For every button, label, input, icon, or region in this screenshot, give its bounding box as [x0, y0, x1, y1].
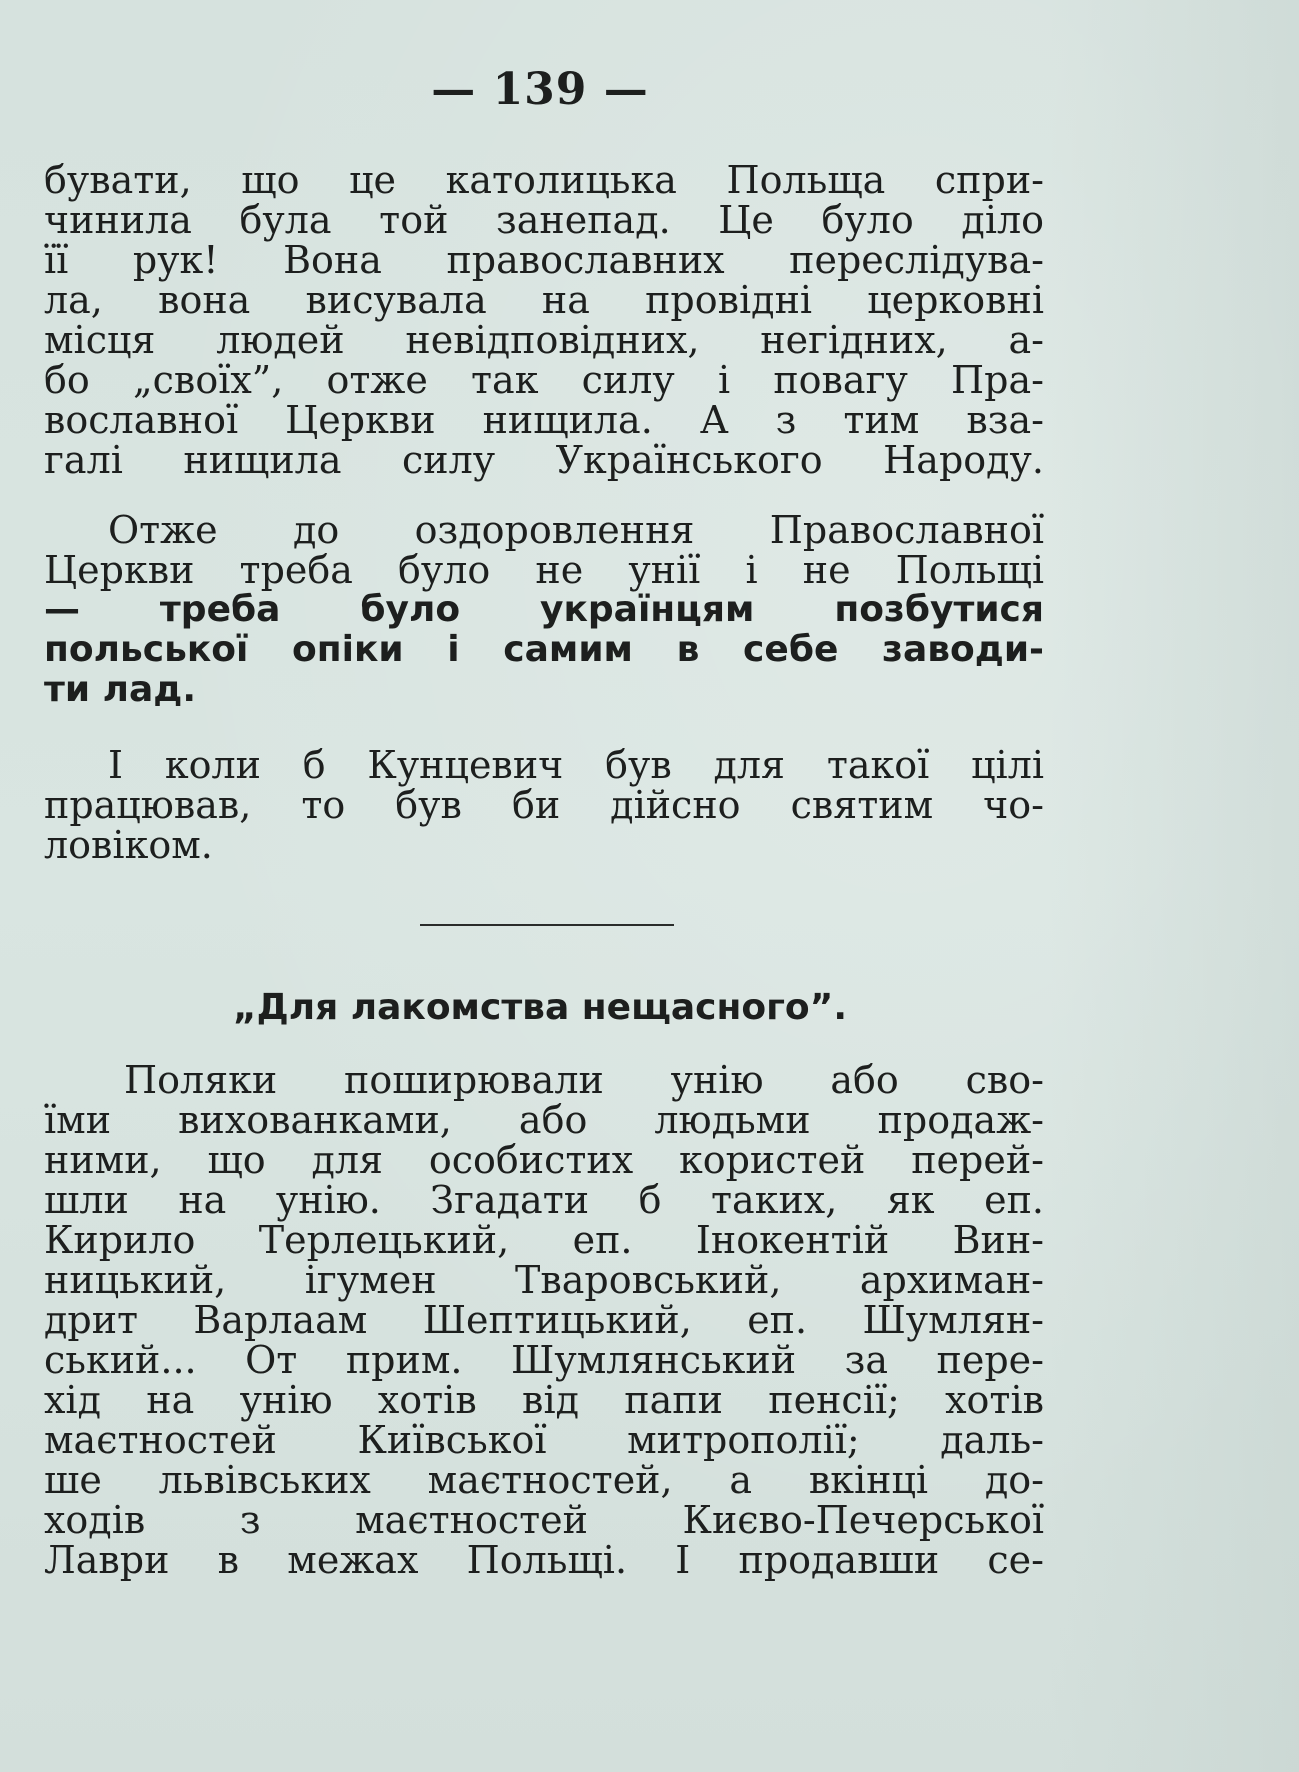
emphasized-line: — треба було українцям позбутися [44, 589, 1044, 630]
section-divider [420, 924, 674, 926]
emphasized-line: ти лад. [44, 669, 197, 710]
text-line: ловіком. [44, 823, 213, 867]
text-line: її рук! Вона православних переслідува- [44, 238, 1044, 282]
text-line: чинила була той занепад. Це було діло [44, 198, 1044, 242]
paragraph-3 [44, 745, 1044, 865]
text-line: бувати, що це католицька Польща спри- [44, 158, 1044, 202]
paragraph-4 [44, 1060, 1044, 1580]
text-line: дрит Варлаам Шептицький, еп. Шумлян- [44, 1298, 1044, 1342]
text-line: їми вихованками, або людьми продаж- [44, 1098, 1044, 1142]
emphasized-line: польської опіки і самим в себе заводи- [44, 629, 1044, 670]
facing-page-shadow [1050, 0, 1299, 1772]
text-line: ла, вона висувала на провідні церковні [44, 278, 1044, 322]
text-line: Церкви треба було не унії і не Польщі [44, 548, 1044, 592]
text-line: ше львівських маєтностей, а вкінці до- [44, 1458, 1044, 1502]
page-number: — 139 — [431, 64, 649, 115]
text-line: ходів з маєтностей Києво-Печерської [44, 1498, 1044, 1542]
paragraph-1 [44, 160, 1044, 480]
text-line: місця людей невідповідних, негідних, а- [44, 318, 1044, 362]
text-line: Лаври в межах Польщі. І продавши се- [44, 1538, 1044, 1582]
paragraph-2 [44, 510, 1044, 710]
text-line: хід на унію хотів від папи пенсії; хотів [44, 1378, 1044, 1422]
text-line: вославної Церкви нищила. А з тим вза- [44, 398, 1044, 442]
text-line: галі нищила силу Українського Народу. [44, 438, 1044, 482]
text-line: І коли б Кунцевич був для такої цілі [108, 743, 1044, 787]
text-line: ський... От прим. Шумлянський за пере- [44, 1338, 1044, 1382]
text-line: ницький, ігумен Тваровський, архиман- [44, 1258, 1044, 1302]
text-line: ними, що для особистих користей перей- [44, 1138, 1044, 1182]
text-line: Поляки поширювали унію або сво- [124, 1058, 1044, 1102]
section-heading: „Для лакомства нещасного”. [232, 987, 847, 1028]
text-line: Отже до оздоровлення Православної [108, 508, 1044, 552]
text-line: працював, то був би дійсно святим чо- [44, 783, 1044, 827]
text-line: маєтностей Київської митрополії; даль- [44, 1418, 1044, 1462]
text-line: Кирило Терлецький, еп. Інокентій Вин- [44, 1218, 1044, 1262]
text-line: шли на унію. Згадати б таких, як еп. [44, 1178, 1044, 1222]
text-line: бо „своїх”, отже так силу і повагу Пра- [44, 358, 1044, 402]
